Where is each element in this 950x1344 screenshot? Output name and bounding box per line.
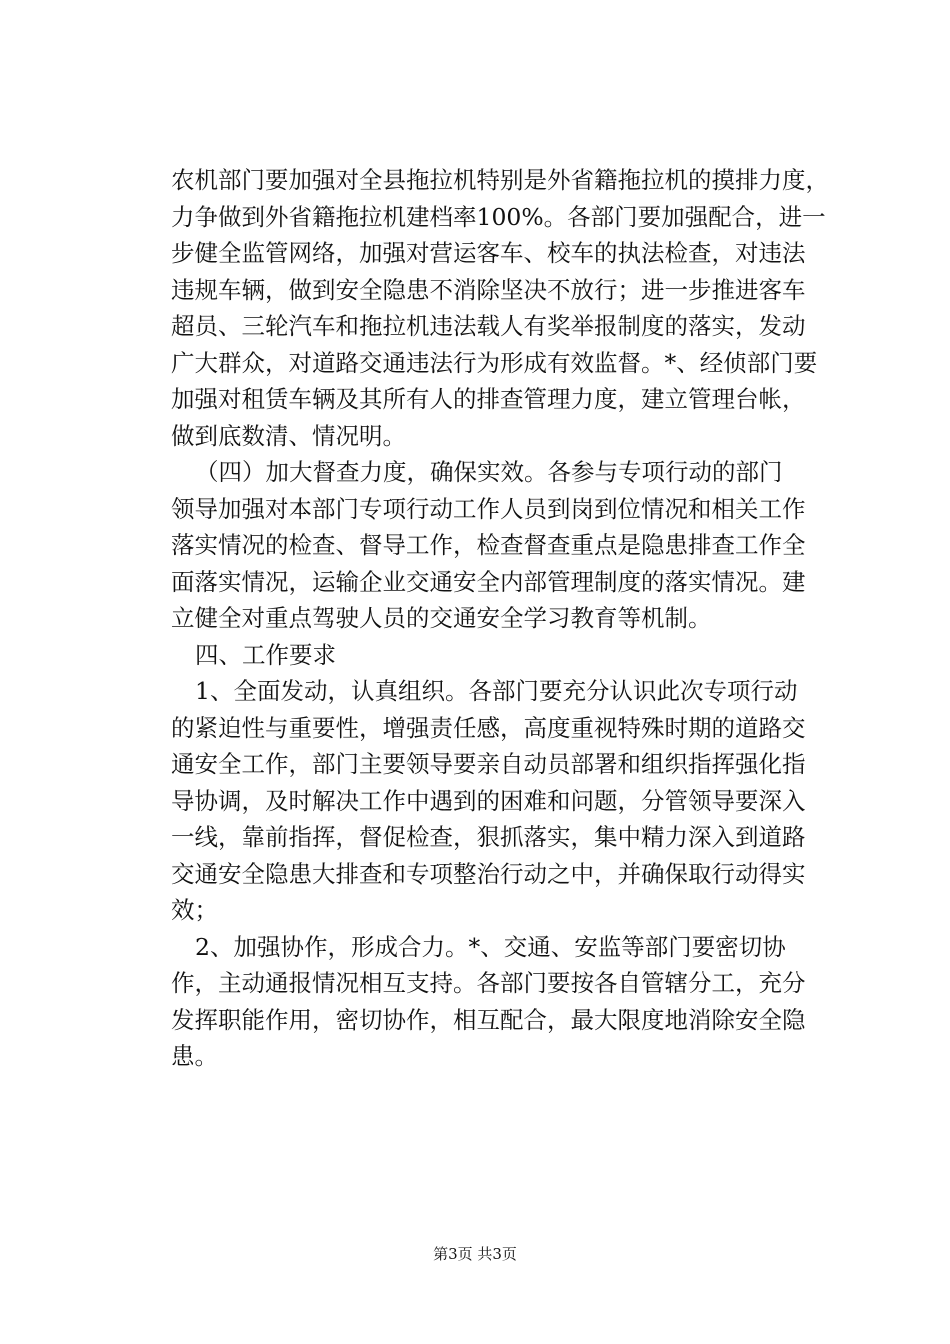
- document-body: [171, 162, 829, 1075]
- text-line: 步健全监管网络，加强对营运客车、校车的执法检查，对违法: [171, 239, 806, 267]
- text-line: 领导加强对本部门专项行动工作人员到岗到位情况和相关工作: [171, 494, 806, 523]
- text-line: 超员、三轮汽车和拖拉机违法载人有奖举报制度的落实，发动: [171, 312, 806, 340]
- text-line: 加强对租赁车辆及其所有人的排查管理力度，建立管理台帐，: [171, 385, 806, 413]
- text-line: 作，主动通报情况相互支持。各部门要按各自管辖分工，充分: [171, 969, 806, 997]
- text-line: 患。: [171, 1042, 218, 1070]
- text-line: 效；: [171, 896, 218, 924]
- text-line: 发挥职能作用，密切协作，相互配合，最大限度地消除安全隐: [171, 1005, 806, 1034]
- text-line: 交通安全隐患大排查和专项整治行动之中，并确保取行动得实: [171, 859, 806, 888]
- text-line: 立健全对重点驾驶人员的交通安全学习教育等机制。: [171, 604, 712, 632]
- text-line: 四、工作要求: [195, 640, 336, 669]
- text-line: 力争做到外省籍拖拉机建档率100%。各部门要加强配合，进一: [171, 202, 826, 231]
- text-line: 1、全面发动，认真组织。各部门要充分认识此次专项行动: [195, 677, 798, 705]
- text-line: 广大群众，对道路交通违法行为形成有效监督。*、经侦部门要: [171, 348, 818, 377]
- text-line: 面落实情况，运输企业交通安全内部管理制度的落实情况。建: [171, 567, 806, 596]
- text-line: 2、加强协作，形成合力。*、交通、安监等部门要密切协: [195, 932, 786, 961]
- page-footer: 第3页 共3页: [433, 1245, 517, 1263]
- text-line: 农机部门要加强对全县拖拉机特别是外省籍拖拉机的摸排力度，: [171, 166, 829, 194]
- text-line: 落实情况的检查、督导工作，检查督查重点是隐患排查工作全: [171, 531, 806, 559]
- text-line: 通安全工作，部门主要领导要亲自动员部署和组织指挥强化指: [171, 750, 806, 778]
- text-line: 违规车辆，做到安全隐患不消除坚决不放行；进一步推进客车: [171, 275, 806, 304]
- text-line: 的紧迫性与重要性，增强责任感，高度重视特殊时期的道路交: [171, 713, 806, 742]
- text-line: 导协调，及时解决工作中遇到的困难和问题，分管领导要深入: [171, 786, 806, 815]
- text-line: 做到底数清、情况明。: [171, 421, 406, 450]
- text-line: （四）加大督查力度，确保实效。各参与专项行动的部门: [195, 458, 783, 486]
- text-line: 一线，靠前指挥，督促检查，狠抓落实，集中精力深入到道路: [171, 823, 806, 851]
